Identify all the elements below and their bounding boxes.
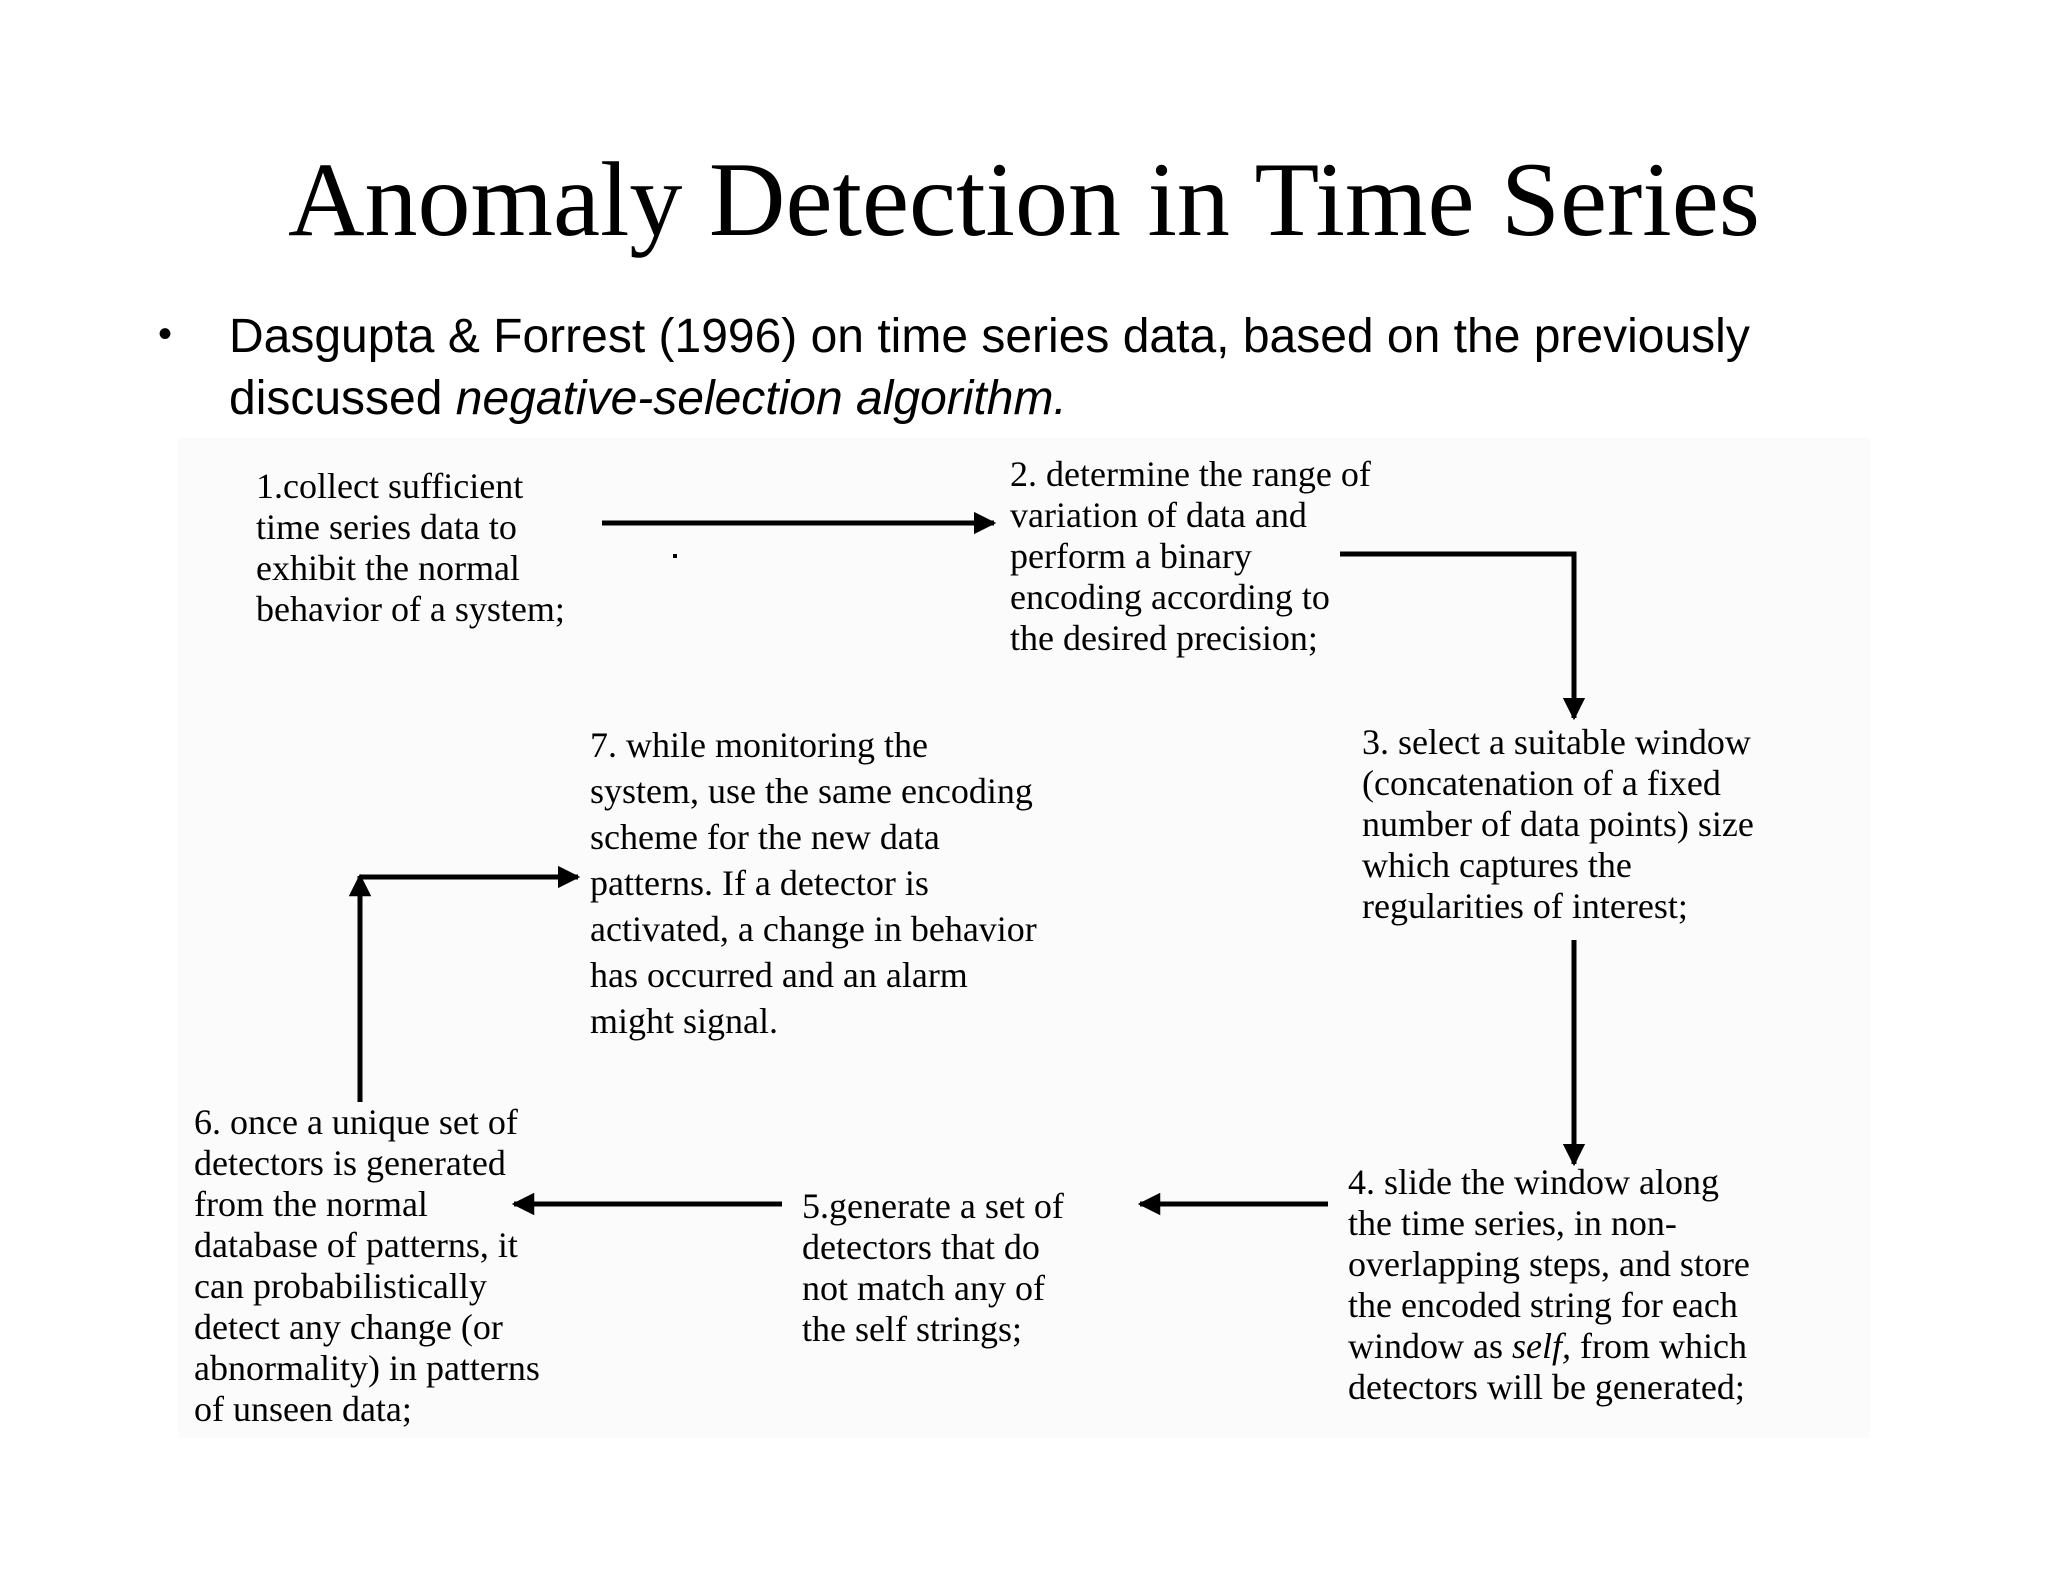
step-3: 3. select a suitable window (concatenation of a fixed number of data points) size which captures the regularities of interest; [1362, 722, 1754, 926]
step-2: 2. determine the range of variation of data and perform a binary encoding according to the desired precision; [1010, 454, 1371, 658]
step-4-text-b: from which detectors will be generated; [1348, 1326, 1747, 1407]
bullet-point-icon: • [158, 312, 173, 356]
step-5: 5.generate a set of detectors that do not match any of the self strings; [802, 1186, 1064, 1349]
step-4-self: self, [1512, 1326, 1571, 1366]
step-7: 7. while monitoring the system, use the same encoding scheme for the new data patterns. If a detector is activated, a change in behavior has occurred and an alarm might signal. [590, 725, 1037, 1041]
stray-dot [673, 554, 677, 558]
step-4 [1348, 1162, 1750, 1408]
arrow-2-to-3 [1340, 554, 1574, 718]
flow-diagram [178, 438, 1870, 1438]
step-1: 1.collect sufficient time series data to exhibit the normal behavior of a system; [256, 466, 565, 629]
step-6: 6. once a unique set of detectors is generated from the normal database of patterns, it can probabilistically detect any change (or abnormality) in patterns of unseen data; [194, 1102, 540, 1429]
bullet-text-plain: Dasgupta & Forrest (1996) on time series data, based on the previously discussed [229, 310, 1750, 425]
slide-title: Anomaly Detection in Time Series [287, 141, 1761, 258]
bullet-text [229, 306, 1949, 430]
step-4-text-a: 4. slide the window along the time series, in non- overlapping steps, and store the encoded string for each window as [1348, 1162, 1750, 1366]
bullet-text-italic: negative-selection algorithm. [455, 372, 1067, 425]
